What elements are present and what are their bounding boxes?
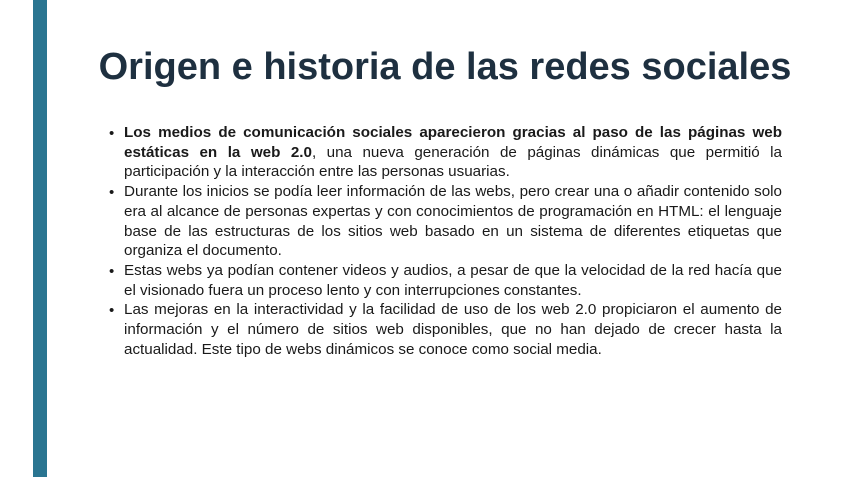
bullet-marker: • — [109, 184, 115, 202]
bullet-item — [106, 123, 782, 182]
bullet-item — [106, 300, 782, 359]
bullet-text: Las mejoras en la interactividad y la facilidad de uso de los web 2.0 propiciaron el aumento de información y el número de sitios web disponibles, que no han dejado de crecer hasta la actualidad. Este tipo de webs dinámicos se conoce como social media. — [124, 301, 782, 358]
slide-title: Origen e historia de las redes sociales — [98, 46, 792, 88]
bullet-item — [106, 182, 782, 261]
bullet-item — [106, 261, 782, 300]
bullet-text: Durante los inicios se podía leer información de las webs, pero crear una o añadir contenido solo era al alcance de personas expertas y con conocimientos de programación en HTML: el lenguaje base de las estructuras de los sitios web basado en un sistema de diferentes etiquetas que organiza el documento. — [124, 183, 782, 260]
accent-bar — [33, 0, 47, 477]
bullet-text: , una nueva generación de páginas dinámicas que permitió la participación y la interacción entre las personas usuarias. — [124, 143, 782, 181]
bullet-marker: • — [109, 125, 115, 142]
bullet-bold-text: Los medios de comunicación sociales aparecieron gracias al paso de las páginas web estáticas en la web 2.0 — [124, 124, 782, 161]
bullet-text: Estas webs ya podían contener videos y audios, a pesar de que la velocidad de la red hacía que el visionado fuera un proceso lento y con interrupciones constantes. — [124, 261, 782, 299]
bullet-marker: • — [109, 262, 115, 280]
bullet-marker: • — [109, 302, 115, 320]
bullet-list — [106, 123, 782, 359]
